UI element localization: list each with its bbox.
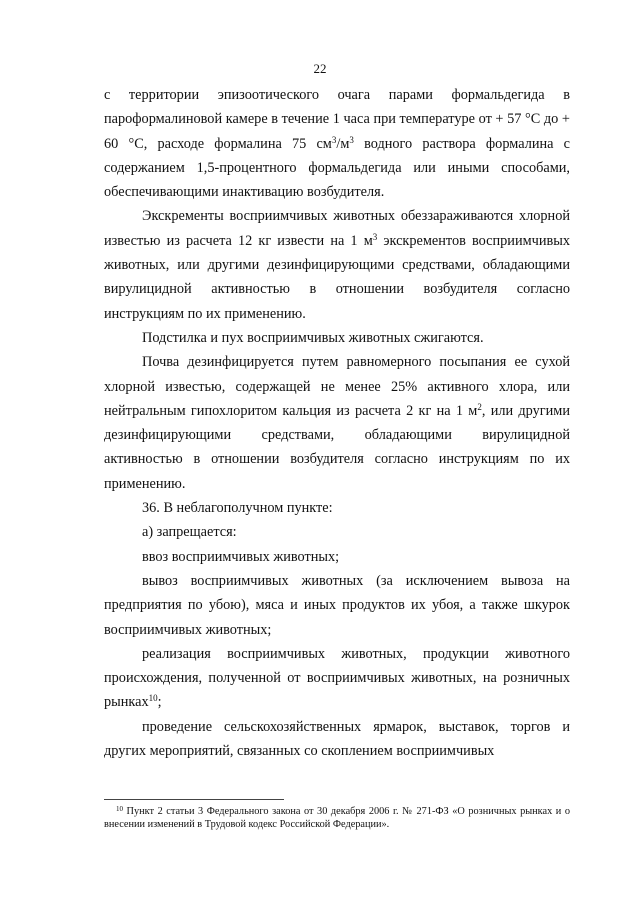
superscript: 10 [148, 693, 158, 704]
paragraph [104, 496, 570, 520]
paragraph-text: реализация восприимчивых животных, продукции животного происхождения, полученной от восприимчивых животных, на розничных рынках [104, 645, 570, 711]
paragraph-text: /м [336, 135, 350, 152]
paragraph [104, 204, 570, 325]
footnote-text: Пункт 2 статьи 3 Федерального закона от 30 декабря 2006 г. № 271-ФЗ «О розничных рынках и о внесении изменений в Трудовой кодекс Российской Федерации». [104, 806, 570, 830]
document-body [104, 83, 570, 763]
footnote-separator [104, 799, 284, 800]
paragraph-text: а) запрещается: [142, 524, 237, 541]
superscript: 2 [477, 401, 482, 412]
paragraph [104, 83, 570, 204]
paragraph-text: проведение сельскохозяйственных ярмарок, выставок, торгов и других мероприятий, связанных со скоплением восприимчивых [104, 718, 570, 760]
superscript: 3 [372, 231, 378, 242]
paragraph-text: экскрементов восприимчивых животных, или другими дезинфицирующими средствами, обладающими вирулицидной активностью в отношении возбудителя согласно инструкциям по их применению. [104, 232, 570, 322]
page-number: 22 [313, 61, 327, 76]
paragraph [104, 569, 570, 642]
paragraph [104, 545, 570, 569]
paragraph [104, 326, 570, 350]
paragraph [104, 350, 570, 496]
paragraph [104, 642, 570, 715]
paragraph [104, 715, 570, 764]
paragraph-text: ввоз восприимчивых животных; [142, 548, 340, 565]
superscript: 3 [349, 134, 354, 145]
paragraph-text: Экскременты восприимчивых животных обеззараживаются хлорной известью из расчета 12 кг извести на 1 м [104, 208, 570, 249]
superscript: 3 [331, 134, 337, 145]
paragraph-text: с территории эпизоотического очага парами формальдегида в пароформалиновой камере в течение 1 часа при температуре от + 57 °С до + 60 °С, расходе формалина 75 см [104, 87, 570, 152]
footnote-mark: 10 [116, 805, 123, 813]
paragraph [104, 520, 570, 544]
paragraph-text: , или другими дезинфицирующими средствами, обладающими вирулицидной активностью в отношении возбудителя согласно инструкциям по их применению. [104, 402, 570, 492]
paragraph-text: Почва дезинфицируется путем равномерного посыпания ее сухой хлорной известью, содержащей не менее 25% активного хлора, или нейтральным гипохлоритом кальция из расчета 2 кг на 1 м [104, 354, 570, 419]
footnote [104, 805, 570, 831]
paragraph-text: водного раствора формалина с содержанием 1,5-процентного формальдегида или иными способами, обеспечивающими инактивацию возбудителя. [104, 135, 570, 201]
paragraph-text: Подстилка и пух восприимчивых животных сжигаются. [142, 329, 484, 346]
paragraph-text: ; [157, 694, 162, 711]
paragraph-text: вывоз восприимчивых животных (за исключением вывоза на предприятия по убою), мяса и иных продуктов их убоя, а также шкурок восприимчивых животных; [104, 572, 570, 638]
paragraph-text: 36. В неблагополучном пункте: [142, 500, 333, 517]
